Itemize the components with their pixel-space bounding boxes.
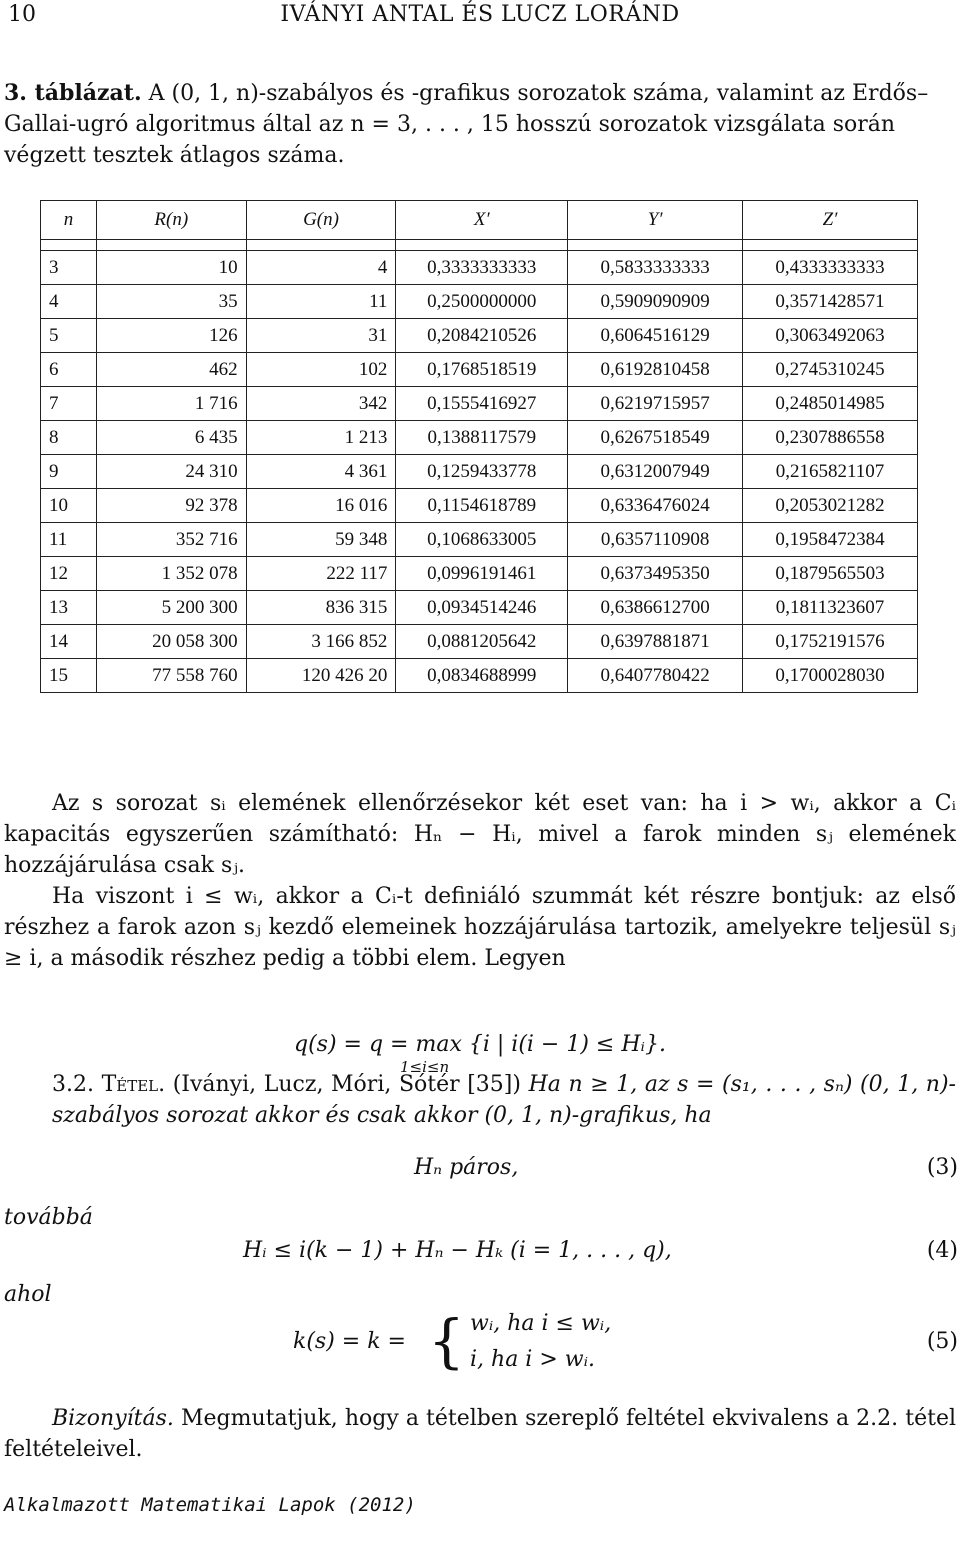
table-cell: 0,3063492063 [743, 319, 918, 353]
table-cell: 0,1958472384 [743, 523, 918, 557]
table-cell: 0,6397881871 [568, 625, 743, 659]
table-cell: 31 [246, 319, 396, 353]
table-cell: 11 [41, 523, 97, 557]
table-cell: 11 [246, 285, 396, 319]
equation-4-number: (4) [926, 1238, 958, 1263]
table-cell: 102 [246, 353, 396, 387]
table-cell: 24 310 [96, 455, 246, 489]
table-row [41, 387, 918, 421]
proof [4, 1403, 956, 1465]
table-cell: 4 361 [246, 455, 396, 489]
word-ahol: ahol [4, 1282, 52, 1307]
column-header: R(n) [96, 201, 246, 240]
table-cell: 5 [41, 319, 97, 353]
column-header: X′ [396, 201, 568, 240]
table-cell: 0,2165821107 [743, 455, 918, 489]
proof-label: Bizonyítás. [52, 1406, 174, 1431]
table-cell: 1 352 078 [96, 557, 246, 591]
word-tovabba: továbbá [4, 1205, 93, 1230]
table-cell: 12 [41, 557, 97, 591]
column-header: n [41, 201, 97, 240]
table-cell: 0,2485014985 [743, 387, 918, 421]
table-cell: 0,6064516129 [568, 319, 743, 353]
formula-q [0, 1032, 960, 1057]
table-cell: 0,6357110908 [568, 523, 743, 557]
table-cell: 0,0834688999 [396, 659, 568, 693]
table-cell: 92 378 [96, 489, 246, 523]
table-cell: 0,1811323607 [743, 591, 918, 625]
table-caption [4, 78, 956, 171]
table-cell: 0,1768518519 [396, 353, 568, 387]
table-row [41, 557, 918, 591]
page-header [8, 2, 952, 32]
table-cell: 0,2084210526 [396, 319, 568, 353]
table-cell: 13 [41, 591, 97, 625]
table-cell: 0,3333333333 [396, 251, 568, 285]
equation-5-case-2: i, ha i > wᵢ. [470, 1347, 596, 1372]
table-cell: 0,5833333333 [568, 251, 743, 285]
table-caption-text: A (0, 1, n)-szabályos és -grafikus sorozatok száma, valamint az Erdős–Gallai-ugró algoritmus által az n = 3, . . . , 15 hosszú sorozatok vizsgálata során végzett tesztek átlagos száma. [4, 81, 929, 168]
results-table [40, 200, 918, 693]
table-cell: 35 [96, 285, 246, 319]
table-cell: 0,2053021282 [743, 489, 918, 523]
table-cell: 3 [41, 251, 97, 285]
table-cell: 0,6373495350 [568, 557, 743, 591]
equation-5-lhs: k(s) = k = [293, 1329, 406, 1354]
table-cell: 0,1154618789 [396, 489, 568, 523]
table-cell: 0,1068633005 [396, 523, 568, 557]
table-cell: 9 [41, 455, 97, 489]
table-cell: 352 716 [96, 523, 246, 557]
table-body [41, 240, 918, 693]
table-cell: 0,1700028030 [743, 659, 918, 693]
table-cell: 0,0934514246 [396, 591, 568, 625]
table-cell: 0,2745310245 [743, 353, 918, 387]
table-cell: 0,1259433778 [396, 455, 568, 489]
table-row [41, 455, 918, 489]
table-cell: 5 200 300 [96, 591, 246, 625]
theorem-label: Tétel. [101, 1072, 166, 1097]
table-cell: 836 315 [246, 591, 396, 625]
paragraph: Az s sorozat sᵢ elemének ellenőrzésekor két eset van: ha i > wᵢ, akkor a Cᵢ kapacitás egyszerűen számítható: Hₙ − Hᵢ, mivel a farok minden sⱼ elemének hozzájárulása csak sⱼ. [4, 791, 956, 878]
equation-3 [0, 1155, 958, 1187]
table-cell: 16 016 [246, 489, 396, 523]
table-row [41, 353, 918, 387]
table-cell: 20 058 300 [96, 625, 246, 659]
table-header-row [41, 201, 918, 240]
table-cell: 1 716 [96, 387, 246, 421]
theorem-text: Ha n ≥ 1, az s = (s₁, . . . , sₙ) (0, 1, n)-szabályos sorozat akkor és csak akkor (0, 1, n)-grafikus, ha [52, 1072, 956, 1128]
table-row [41, 251, 918, 285]
table-cell: 0,6192810458 [568, 353, 743, 387]
theorem [52, 1069, 956, 1131]
formula-q-subscript: 1≤i≤n [400, 1058, 450, 1076]
table-cell: 0,6267518549 [568, 421, 743, 455]
table-cell: 0,1555416927 [396, 387, 568, 421]
column-header: Z′ [743, 201, 918, 240]
table-cell: 15 [41, 659, 97, 693]
table-cell: 4 [246, 251, 396, 285]
brace-icon: { [428, 1307, 465, 1375]
table-cell: 0,1879565503 [743, 557, 918, 591]
table-cell: 3 166 852 [246, 625, 396, 659]
table-cell: 59 348 [246, 523, 396, 557]
table-cell: 120 426 20 [246, 659, 396, 693]
paragraph: Ha viszont i ≤ wᵢ, akkor a Cᵢ-t definiáló szummát két részre bontjuk: az első részhez a farok azon sⱼ kezdő elemeinek hozzájárulása tartozik, amelyekre teljesül sⱼ ≥ i, a második részhez pedig a többi elem. Legyen [4, 884, 956, 971]
table-cell: 7 [41, 387, 97, 421]
equation-4-body: Hᵢ ≤ i(k − 1) + Hₙ − Hₖ (i = 1, . . . , q), [243, 1238, 672, 1263]
page-number: 10 [8, 2, 36, 27]
table-cell: 0,6386612700 [568, 591, 743, 625]
table-cell: 77 558 760 [96, 659, 246, 693]
table-cell: 0,3571428571 [743, 285, 918, 319]
table-cell: 222 117 [246, 557, 396, 591]
table-cell: 0,1752191576 [743, 625, 918, 659]
column-header: G(n) [246, 201, 396, 240]
table-caption-label: 3. táblázat. [4, 80, 142, 106]
formula-q-main: q(s) = q = max {i | i(i − 1) ≤ Hᵢ}. [294, 1032, 666, 1057]
table-cell: 6 435 [96, 421, 246, 455]
table-cell: 0,6219715957 [568, 387, 743, 421]
table-cell: 0,2307886558 [743, 421, 918, 455]
table-row [41, 489, 918, 523]
table-cell: 4 [41, 285, 97, 319]
table-cell: 0,2500000000 [396, 285, 568, 319]
table-row [41, 421, 918, 455]
table-cell: 0,1388117579 [396, 421, 568, 455]
table-row [41, 659, 918, 693]
table-cell: 126 [96, 319, 246, 353]
running-head: IVÁNYI ANTAL ÉS LUCZ LORÁND [280, 2, 680, 27]
table-row [41, 625, 918, 659]
table-cell: 0,0996191461 [396, 557, 568, 591]
table-row [41, 523, 918, 557]
table-cell: 462 [96, 353, 246, 387]
table-cell: 0,6312007949 [568, 455, 743, 489]
table-cell: 0,0881205642 [396, 625, 568, 659]
table-row [41, 591, 918, 625]
table-cell: 0,6336476024 [568, 489, 743, 523]
table-cell: 1 213 [246, 421, 396, 455]
proof-text: Megmutatjuk, hogy a tételben szereplő feltétel ekvivalens a 2.2. tétel feltételeivel. [4, 1406, 956, 1462]
table-cell: 14 [41, 625, 97, 659]
equation-5-case-1: wᵢ, ha i ≤ wᵢ, [470, 1311, 612, 1336]
table-cell: 6 [41, 353, 97, 387]
equation-5 [0, 1305, 958, 1385]
table-cell: 0,6407780422 [568, 659, 743, 693]
table-row [41, 285, 918, 319]
table-cell: 0,5909090909 [568, 285, 743, 319]
table-cell: 0,4333333333 [743, 251, 918, 285]
equation-3-number: (3) [926, 1155, 958, 1180]
column-header: Y′ [568, 201, 743, 240]
table-cell: 342 [246, 387, 396, 421]
journal-footer: Alkalmazott Matematikai Lapok (2012) [4, 1494, 416, 1516]
table-row [41, 319, 918, 353]
equation-4 [0, 1238, 958, 1270]
equation-3-body: Hₙ páros, [414, 1155, 519, 1180]
theorem-number: 3.2. [52, 1072, 94, 1097]
table-cell: 10 [41, 489, 97, 523]
table-cell: 8 [41, 421, 97, 455]
table-cell: 10 [96, 251, 246, 285]
theorem-attribution: (Iványi, Lucz, Móri, Sótér [35]) [172, 1072, 521, 1097]
equation-5-number: (5) [926, 1329, 958, 1354]
